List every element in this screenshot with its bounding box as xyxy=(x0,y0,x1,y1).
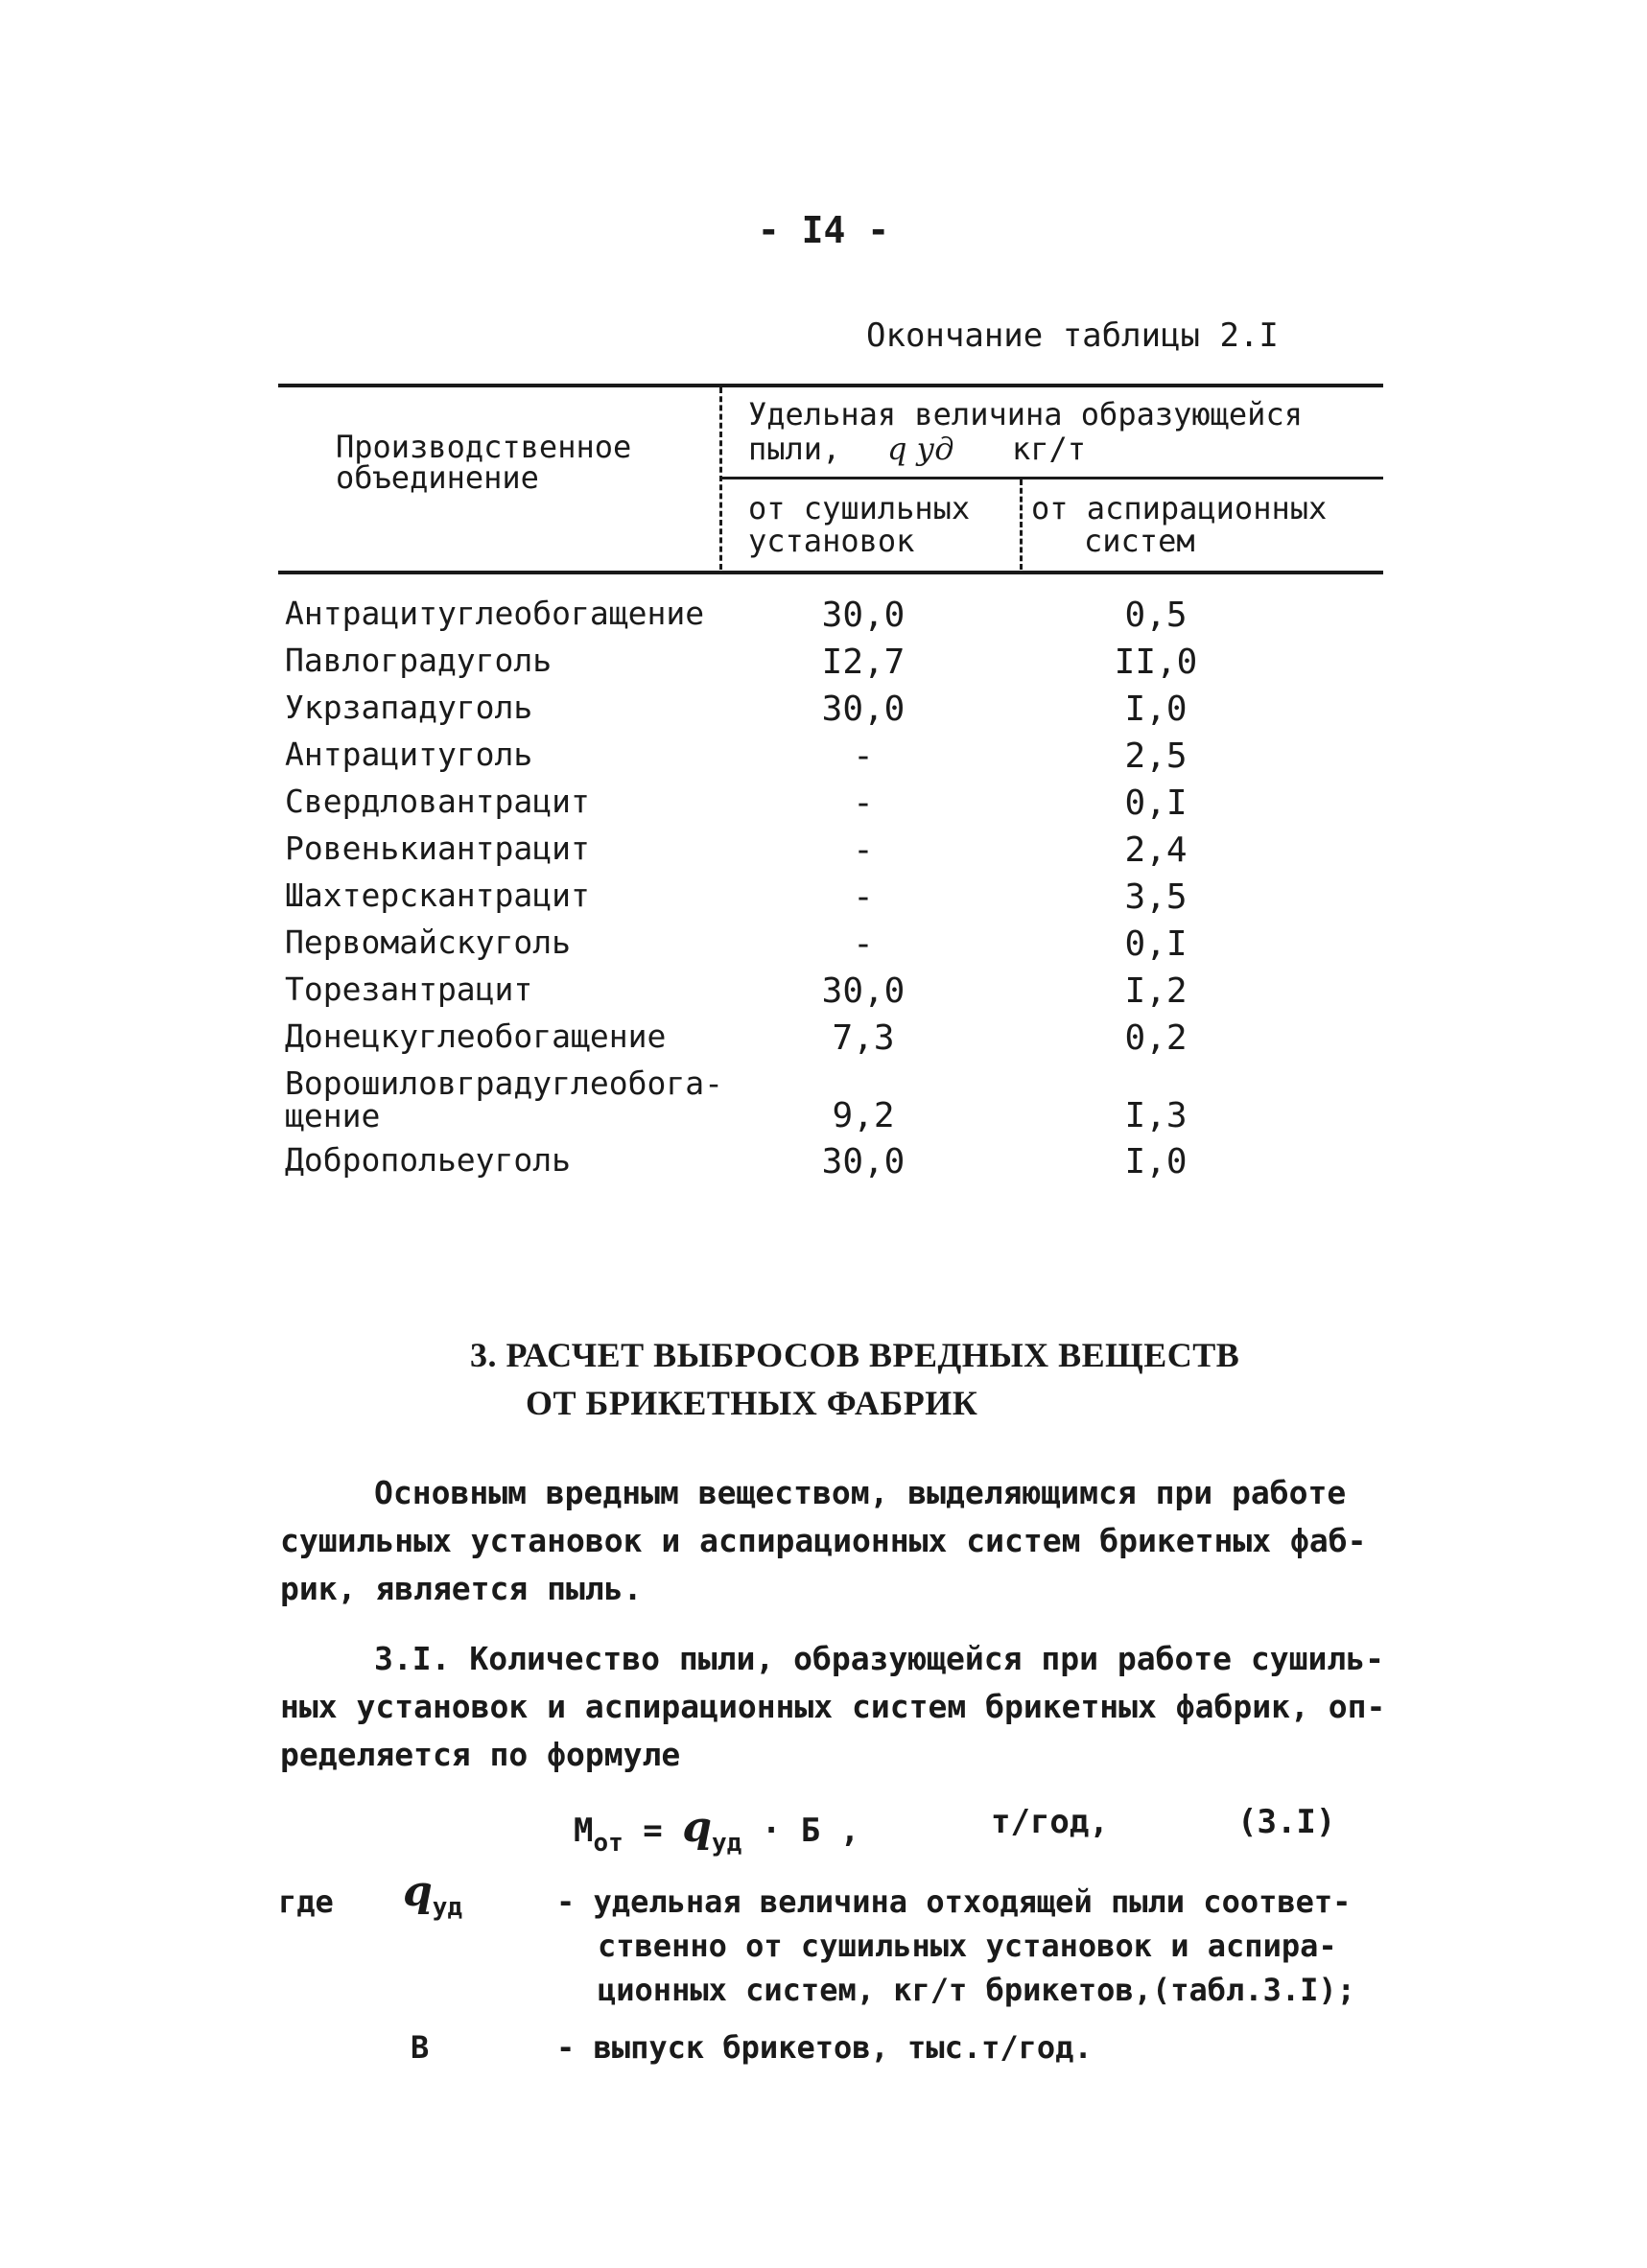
where-def1-line1: - удельная величина отходящей пыли соответ- xyxy=(556,1883,1352,1920)
table-row xyxy=(0,1017,1647,1060)
formula-unit: т/год, xyxy=(991,1803,1109,1841)
row-value-aspiration: 0,I xyxy=(1124,783,1188,823)
table-row xyxy=(0,736,1647,778)
where-q-symbol: q xyxy=(403,1867,433,1916)
row-value-aspiration: I,0 xyxy=(1124,1142,1188,1181)
row-value-aspiration: II,0 xyxy=(1114,643,1198,682)
page-number: - I4 - xyxy=(757,209,890,251)
row-value-aspiration: I,3 xyxy=(1124,1096,1188,1135)
formula-number: (3.I) xyxy=(1237,1803,1336,1841)
table-row xyxy=(0,970,1647,1013)
where-label: где xyxy=(278,1883,334,1920)
row-value-aspiration: 2,5 xyxy=(1124,737,1188,776)
table-divider-1 xyxy=(719,387,722,570)
row-name: Первомайскуголь xyxy=(285,924,572,961)
row-value-drying: - xyxy=(853,877,874,917)
row-value-drying: 30,0 xyxy=(821,1142,906,1181)
where-q-subscript: уд xyxy=(432,1893,463,1922)
table-row xyxy=(0,1141,1647,1183)
row-value-drying: 9,2 xyxy=(832,1096,895,1135)
header-col2-line1: от сушильных xyxy=(748,490,971,526)
where-def1-line3: ционных систем, кг/т брикетов,(табл.3.I); xyxy=(598,1972,1355,2008)
header-col3-line1: от аспирационных xyxy=(1031,490,1328,526)
formula-dot: · xyxy=(761,1812,782,1850)
row-value-aspiration: I,0 xyxy=(1124,690,1188,729)
paragraph2-line3: ределяется по формуле xyxy=(280,1736,681,1773)
row-value-drying: I2,7 xyxy=(821,643,906,682)
where-def2: - выпуск брикетов, тыс.т/год. xyxy=(556,2029,1093,2066)
header-group-unit: кг/т xyxy=(1012,431,1087,467)
row-name: Павлоградуголь xyxy=(285,642,553,679)
header-col1-line1: Производственное xyxy=(336,429,632,465)
row-value-drying: 30,0 xyxy=(821,690,906,729)
table-row xyxy=(0,642,1647,684)
section-heading-line2: ОТ БРИКЕТНЫХ ФАБРИК xyxy=(526,1384,978,1422)
formula-lhs: М xyxy=(574,1812,594,1850)
header-group-line1: Удельная величина образующейся xyxy=(748,396,1303,433)
row-name: Антрацитуглеобогащение xyxy=(285,595,705,632)
row-value-aspiration: 0,5 xyxy=(1124,596,1188,635)
row-name: Укрзападуголь xyxy=(285,689,533,726)
row-name: Шахтерскантрацит xyxy=(285,877,590,914)
row-value-aspiration: 0,I xyxy=(1124,924,1188,964)
row-value-drying: - xyxy=(853,830,874,870)
row-value-aspiration: I,2 xyxy=(1124,971,1188,1011)
row-name: Торезантрацит xyxy=(285,970,533,1008)
row-name: Свердловантрацит xyxy=(285,783,590,820)
table-subheader-rule xyxy=(721,477,1383,479)
where-def1-line2: ственно от сушильных установок и аспира- xyxy=(598,1928,1337,1964)
row-value-drying: 7,3 xyxy=(832,1018,895,1058)
row-value-aspiration: 3,5 xyxy=(1124,877,1188,917)
row-name: Добропольеуголь xyxy=(285,1141,572,1179)
row-name: Ровенькиантрацит xyxy=(285,830,590,867)
header-group-symbol: q уд xyxy=(887,431,954,467)
paragraph1-line2: сушильных установок и аспирационных систем брикетных фаб- xyxy=(280,1522,1367,1559)
where-symbol-b: В xyxy=(411,2029,430,2066)
table-row xyxy=(0,830,1647,872)
table-row xyxy=(0,877,1647,919)
table-row xyxy=(0,1064,1647,1145)
where-symbol-q xyxy=(403,1867,463,1922)
paragraph2-line2: ных установок и аспирационных систем брикетных фабрик, оп- xyxy=(280,1688,1386,1725)
formula-q-symbol: q xyxy=(682,1803,713,1852)
header-col2-line2: установок xyxy=(748,523,915,559)
table-header-bottom-rule xyxy=(278,571,1383,574)
table-caption: Окончание таблицы 2.I xyxy=(866,316,1279,355)
table-row xyxy=(0,924,1647,966)
table-row xyxy=(0,595,1647,637)
paragraph2-line1: 3.I. Количество пыли, образующейся при работе сушиль- xyxy=(374,1640,1384,1677)
row-value-drying: 30,0 xyxy=(821,596,906,635)
table-divider-2 xyxy=(1020,479,1023,570)
row-name: Антрацитуголь xyxy=(285,736,533,773)
table-row xyxy=(0,783,1647,825)
row-value-aspiration: 2,4 xyxy=(1124,830,1188,870)
row-value-drying: - xyxy=(853,783,874,823)
row-name-continuation: щение xyxy=(285,1097,381,1134)
section-heading-line1: 3. РАСЧЕТ ВЫБРОСОВ ВРЕДНЫХ ВЕЩЕСТВ xyxy=(470,1336,1240,1374)
paragraph1-line3: рик, является пыль. xyxy=(280,1570,643,1607)
row-name: Донецкуглеобогащение xyxy=(285,1017,667,1055)
formula-q-subscript: уд xyxy=(712,1829,742,1858)
row-name: Ворошиловградуглеобога- xyxy=(285,1064,723,1102)
formula xyxy=(574,1803,860,1858)
row-value-drying: 30,0 xyxy=(821,971,906,1011)
header-group-label: пыли, xyxy=(748,431,841,467)
formula-b: Б , xyxy=(800,1812,860,1850)
formula-lhs-subscript: от xyxy=(593,1829,624,1858)
row-value-drying: - xyxy=(853,924,874,964)
row-value-aspiration: 0,2 xyxy=(1124,1018,1188,1058)
formula-equals: = xyxy=(643,1812,663,1850)
header-col1-line2: объединение xyxy=(336,459,539,496)
row-value-drying: - xyxy=(853,737,874,776)
table-row xyxy=(0,689,1647,731)
header-col3-line2: систем xyxy=(1084,523,1195,559)
table-top-rule xyxy=(278,384,1383,387)
paragraph1-line1: Основным вредным веществом, выделяющимся при работе xyxy=(374,1474,1347,1511)
